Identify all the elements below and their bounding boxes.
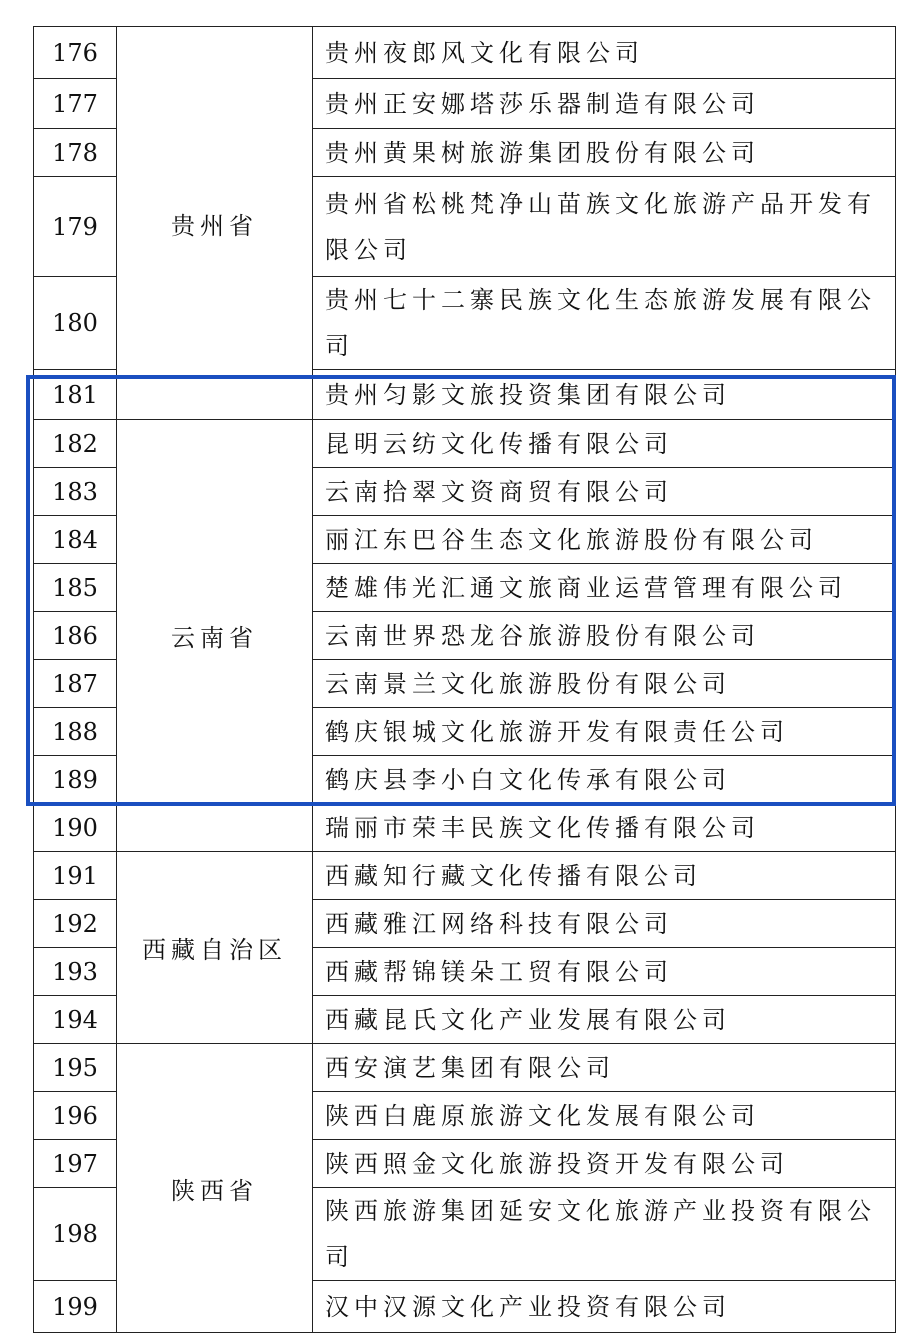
company-name: 陕西白鹿原旅游文化发展有限公司	[313, 1092, 896, 1140]
company-name: 云南世界恐龙谷旅游股份有限公司	[313, 612, 896, 660]
company-name: 楚雄伟光汇通文旅商业运营管理有限公司	[313, 564, 896, 612]
company-name: 陕西旅游集团延安文化旅游产业投资有限公司	[313, 1188, 896, 1281]
row-number: 180	[34, 277, 117, 370]
table-row	[34, 27, 896, 79]
row-number: 189	[34, 756, 117, 804]
company-name: 瑞丽市荣丰民族文化传播有限公司	[313, 804, 896, 852]
row-number: 178	[34, 129, 117, 177]
table-row	[34, 420, 896, 468]
company-name: 昆明云纺文化传播有限公司	[313, 420, 896, 468]
company-name: 云南景兰文化旅游股份有限公司	[313, 660, 896, 708]
row-number: 198	[34, 1188, 117, 1281]
table-row	[34, 1044, 896, 1092]
company-name: 贵州夜郎风文化有限公司	[313, 27, 896, 79]
row-number: 199	[34, 1281, 117, 1333]
company-name: 贵州七十二寨民族文化生态旅游发展有限公司	[313, 277, 896, 370]
row-number: 193	[34, 948, 117, 996]
company-name: 贵州正安娜塔莎乐器制造有限公司	[313, 79, 896, 129]
row-number: 191	[34, 852, 117, 900]
row-number: 176	[34, 27, 117, 79]
row-number: 188	[34, 708, 117, 756]
province-cell: 云南省	[117, 420, 313, 852]
row-number: 177	[34, 79, 117, 129]
company-name: 鹤庆县李小白文化传承有限公司	[313, 756, 896, 804]
row-number: 181	[34, 370, 117, 420]
company-name: 丽江东巴谷生态文化旅游股份有限公司	[313, 516, 896, 564]
row-number: 196	[34, 1092, 117, 1140]
company-name: 云南拾翠文资商贸有限公司	[313, 468, 896, 516]
row-number: 190	[34, 804, 117, 852]
province-cell: 陕西省	[117, 1044, 313, 1333]
table-row	[34, 852, 896, 900]
company-name: 陕西照金文化旅游投资开发有限公司	[313, 1140, 896, 1188]
company-name: 西藏知行藏文化传播有限公司	[313, 852, 896, 900]
company-name: 西藏雅江网络科技有限公司	[313, 900, 896, 948]
row-number: 197	[34, 1140, 117, 1188]
company-name: 西安演艺集团有限公司	[313, 1044, 896, 1092]
row-number: 195	[34, 1044, 117, 1092]
row-number: 184	[34, 516, 117, 564]
company-name: 汉中汉源文化产业投资有限公司	[313, 1281, 896, 1333]
row-number: 185	[34, 564, 117, 612]
province-cell: 贵州省	[117, 27, 313, 420]
row-number: 186	[34, 612, 117, 660]
row-number: 182	[34, 420, 117, 468]
row-number: 187	[34, 660, 117, 708]
company-name: 贵州黄果树旅游集团股份有限公司	[313, 129, 896, 177]
company-name: 西藏昆氏文化产业发展有限公司	[313, 996, 896, 1044]
row-number: 179	[34, 177, 117, 277]
row-number: 192	[34, 900, 117, 948]
company-name: 西藏帮锦镁朵工贸有限公司	[313, 948, 896, 996]
company-name: 贵州省松桃梵净山苗族文化旅游产品开发有限公司	[313, 177, 896, 277]
company-name: 贵州匀影文旅投资集团有限公司	[313, 370, 896, 420]
province-cell: 西藏自治区	[117, 852, 313, 1044]
row-number: 183	[34, 468, 117, 516]
company-list-table	[33, 26, 896, 1333]
row-number: 194	[34, 996, 117, 1044]
company-name: 鹤庆银城文化旅游开发有限责任公司	[313, 708, 896, 756]
